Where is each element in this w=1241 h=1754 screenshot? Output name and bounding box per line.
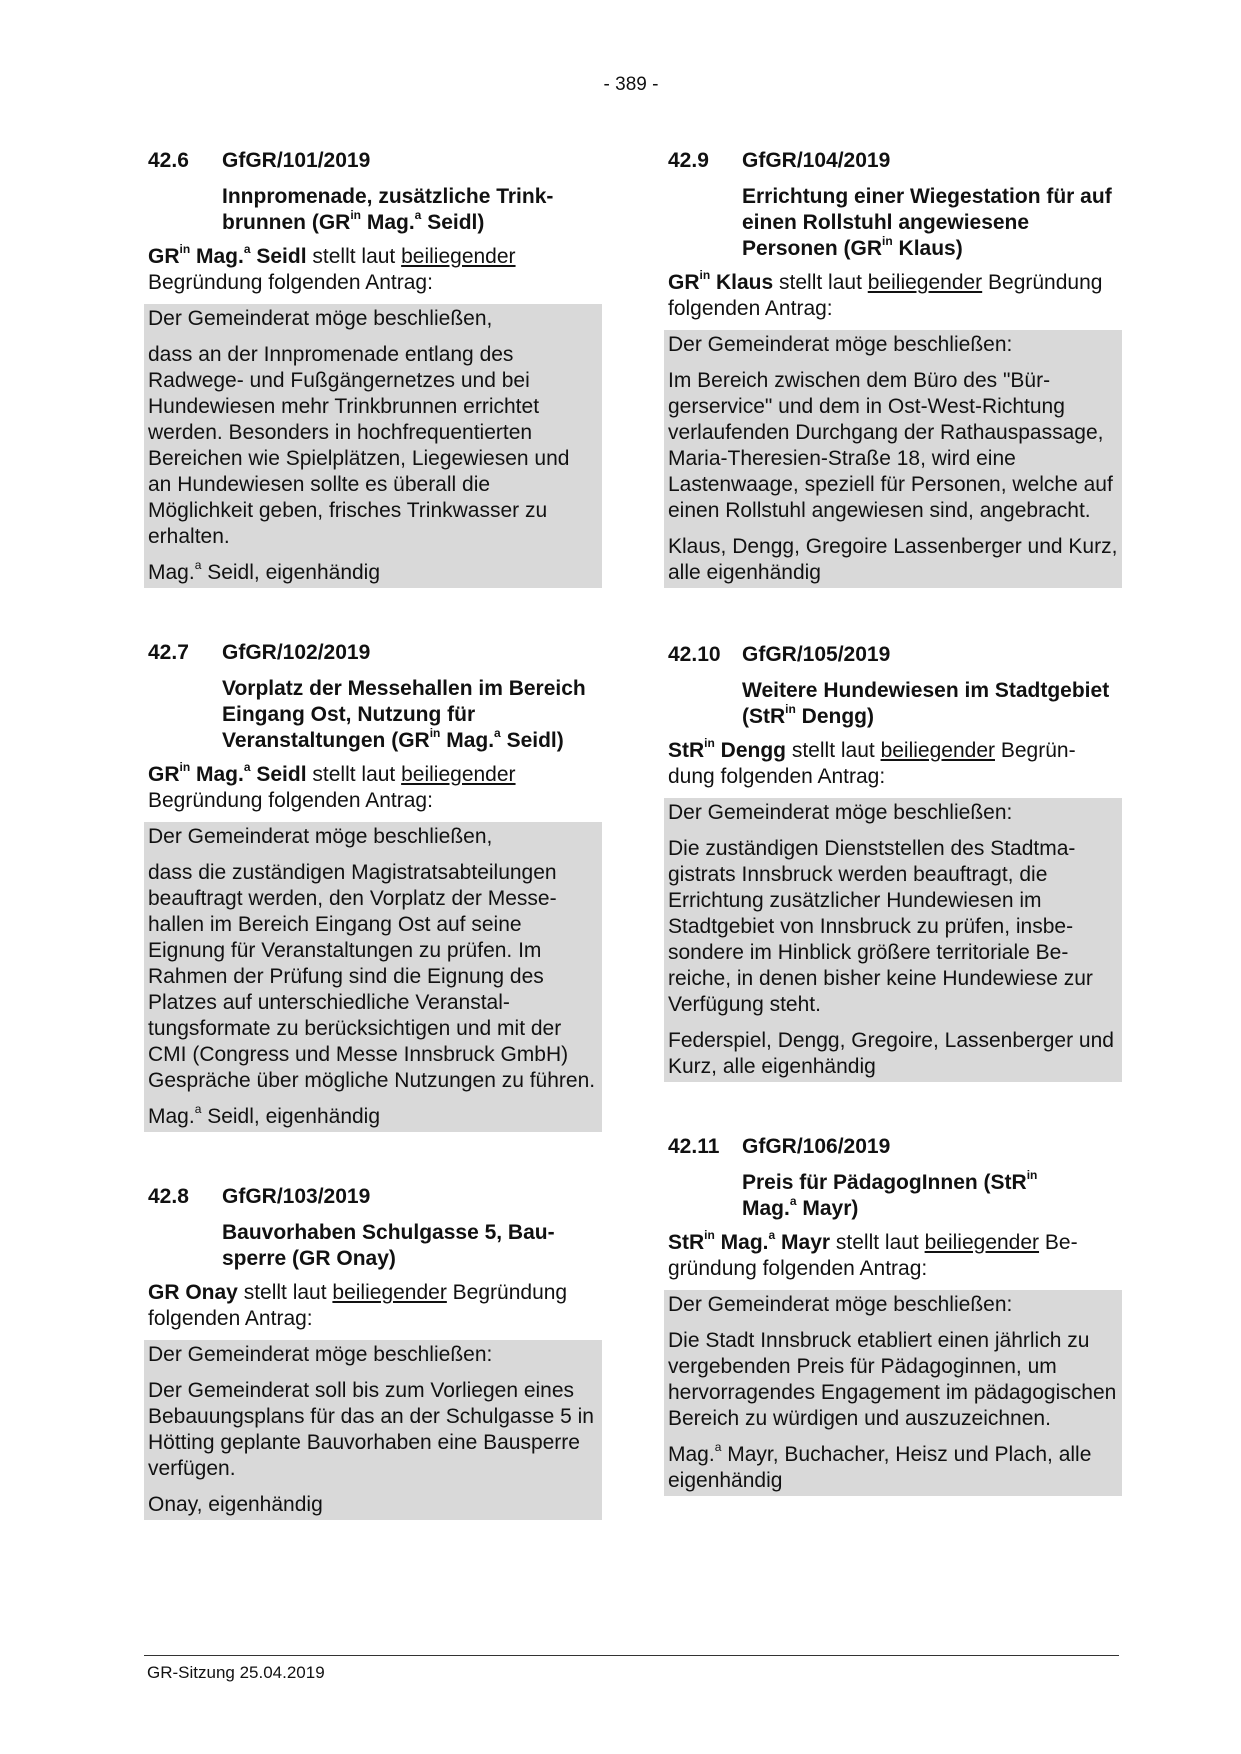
item-code: GfGR/102/2019: [222, 641, 371, 664]
motion-lead: Der Gemeinderat möge beschließen:: [668, 333, 1013, 356]
agenda-item-42-8: [144, 1184, 602, 1520]
item-heading: [148, 640, 602, 666]
motion-signature: Federspiel, Dengg, Gregoire, Lassenberger und Kurz, alle eigenhändig: [668, 1029, 1114, 1078]
item-number: 42.7: [148, 641, 189, 664]
attachment-link[interactable]: beiliegender: [880, 739, 995, 762]
item-heading: [668, 148, 1122, 174]
item-intro: GR Onay stellt laut beiliegender Begründung folgenden Antrag:: [148, 1281, 568, 1330]
motion-box: [664, 1290, 1122, 1496]
item-title: Innpromenade, zusätzliche Trinkbrunnen ($GR^{in}$ Mag.$^a$ Seidl): [222, 185, 554, 234]
page-number: - 389 -: [603, 74, 659, 95]
motion-lead: Der Gemeinderat möge beschließen,: [148, 307, 493, 330]
item-title: Preis für PädagogInnen (StR$^{in}$ Mag.$^a$ Mayr): [742, 1168, 1038, 1220]
item-intro: $GR^{in}$ Mag.$^a$ Seidl stellt laut beiliegender Begründung folgenden Antrag:: [148, 760, 516, 812]
motion-lead: Der Gemeinderat möge beschließen,: [148, 825, 493, 848]
motion-lead: Der Gemeinderat möge beschließen:: [148, 1343, 493, 1366]
motion-signature: Mag.$^a$ Mayr, Buchacher, Heisz und Plach, alle eigenhändig: [668, 1440, 1092, 1492]
item-number: 42.10: [668, 643, 721, 666]
attachment-link[interactable]: beiliegender: [332, 1281, 447, 1304]
motion-box: [664, 798, 1122, 1082]
motion-lead: Der Gemeinderat möge beschließen:: [668, 801, 1013, 824]
attachment-link[interactable]: beiliegender: [401, 763, 516, 786]
item-intro: $GR^{in}$ Mag.$^a$ Seidl stellt laut beiliegender Begründung folgenden Antrag:: [148, 242, 516, 294]
motion-body: Die Stadt Innsbruck etabliert einen jährlich zu vergebenden Preis für Pädagoginnen, um hervorragendes Engagement im pädagogischen Bereich zu würdigen und auszuzeichnen.: [668, 1329, 1117, 1430]
item-title: Bauvorhaben Schulgasse 5, Bausperre (GR Onay): [222, 1221, 555, 1270]
motion-signature: Mag.$^a$ Seidl, eigenhändig: [148, 558, 381, 584]
motion-body: Der Gemeinderat soll bis zum Vorliegen eines Bebauungsplans für das an der Schulgasse 5 in Hötting geplante Bauvorhaben eine Bausperre verfügen.: [148, 1379, 594, 1480]
item-title: Vorplatz der Messehallen im Bereich Eingang Ost, Nutzung für Veranstaltungen ($GR^{in}$ Mag.$^a$ Seidl): [222, 677, 586, 752]
agenda-item-42-10: [664, 642, 1122, 1082]
page-footer: GR-Sitzung 25.04.2019: [147, 1663, 325, 1682]
motion-body: dass die zuständigen Magistratsabteilungen beauftragt werden, den Vorplatz der Messehallen im Bereich Eingang Ost auf seine Eignung für Veranstaltungen zu prüfen. Im Rahmen der Prüfung sind die Eignung des Platzes auf unterschiedliche Veranstaltungsformate zu berücksichtigen und mit der CMI (Congress und Messe Innsbruck GmbH) Gespräche über mögliche Nutzungen zu führen.: [148, 861, 596, 1092]
agenda-item-42-6: [144, 148, 602, 588]
motion-signature: Klaus, Dengg, Gregoire Lassenberger und Kurz, alle eigenhändig: [668, 535, 1118, 584]
item-number: 42.6: [148, 149, 189, 172]
item-number: 42.11: [668, 1135, 720, 1158]
motion-body: dass an der Innpromenade entlang des Radwege- und Fußgängernetzes und bei Hundewiesen mehr Trinkbrunnen errichtet werden. Besonders in hochfrequentierten Bereichen wie Spielplätzen, Liegewiesen und an Hundewiesen sollte es überall die Möglichkeit geben, frisches Trinkwasser zu erhalten.: [148, 343, 570, 548]
motion-body: Im Bereich zwischen dem Büro des "Bürgerservice" und dem in Ost-West-Richtung verlaufenden Durchgang der Rathauspassage, Maria-Theresien-Straße 18, wird eine Lastenwaage, speziell für Personen, welche auf einen Rollstuhl angewiesen sind, angebracht.: [668, 369, 1113, 522]
item-heading: [668, 642, 1122, 668]
item-intro: $GR^{in}$ Klaus stellt laut beiliegender Begründung folgenden Antrag:: [668, 268, 1103, 320]
motion-box: [664, 330, 1122, 588]
item-heading: [148, 148, 602, 174]
right-column: [664, 148, 1122, 1528]
motion-lead: Der Gemeinderat möge beschließen:: [668, 1293, 1013, 1316]
agenda-item-42-11: [664, 1134, 1122, 1496]
attachment-link[interactable]: beiliegender: [401, 245, 516, 268]
item-title: Weitere Hundewiesen im Stadtgebiet (StR$^{in}$ Dengg): [742, 679, 1110, 728]
item-code: GfGR/104/2019: [742, 149, 891, 172]
motion-signature: Mag.$^a$ Seidl, eigenhändig: [148, 1102, 381, 1128]
motion-box: [144, 1340, 602, 1520]
item-title: Errichtung einer Wiegestation für auf einen Rollstuhl angewiesene Personen ($GR^{in}$ Klaus): [742, 185, 1112, 260]
motion-signature: Onay, eigenhändig: [148, 1493, 323, 1516]
item-number: 42.9: [668, 149, 709, 172]
item-intro: StR$^{in}$ Dengg stellt laut beiliegender Begründung folgenden Antrag:: [668, 736, 1076, 788]
footer-divider: [144, 1655, 1119, 1656]
item-intro: StR$^{in}$ Mag.$^a$ Mayr stellt laut beiliegender Begründung folgenden Antrag:: [668, 1228, 1078, 1280]
motion-body: Die zuständigen Dienststellen des Stadtmagistrats Innsbruck werden beauftragt, die Errichtung zusätzlicher Hundewiesen im Stadtgebiet von Innsbruck zu prüfen, insbesondere im Hinblick größere territoriale Bereiche, in denen bisher keine Hundewiese zur Verfügung steht.: [668, 837, 1093, 1016]
attachment-link[interactable]: beiliegender: [867, 271, 983, 294]
item-heading: [668, 1134, 1122, 1160]
left-column: [144, 148, 602, 1552]
attachment-link[interactable]: beiliegender: [924, 1231, 1040, 1254]
item-number: 42.8: [148, 1185, 189, 1208]
agenda-item-42-9: [664, 148, 1122, 588]
item-code: GfGR/105/2019: [742, 643, 891, 666]
item-code: GfGR/106/2019: [742, 1135, 891, 1158]
item-code: GfGR/103/2019: [222, 1185, 371, 1208]
item-code: GfGR/101/2019: [222, 149, 371, 172]
agenda-item-42-7: [144, 640, 602, 1132]
motion-box: [144, 822, 602, 1132]
item-heading: [148, 1184, 602, 1210]
motion-box: [144, 304, 602, 588]
